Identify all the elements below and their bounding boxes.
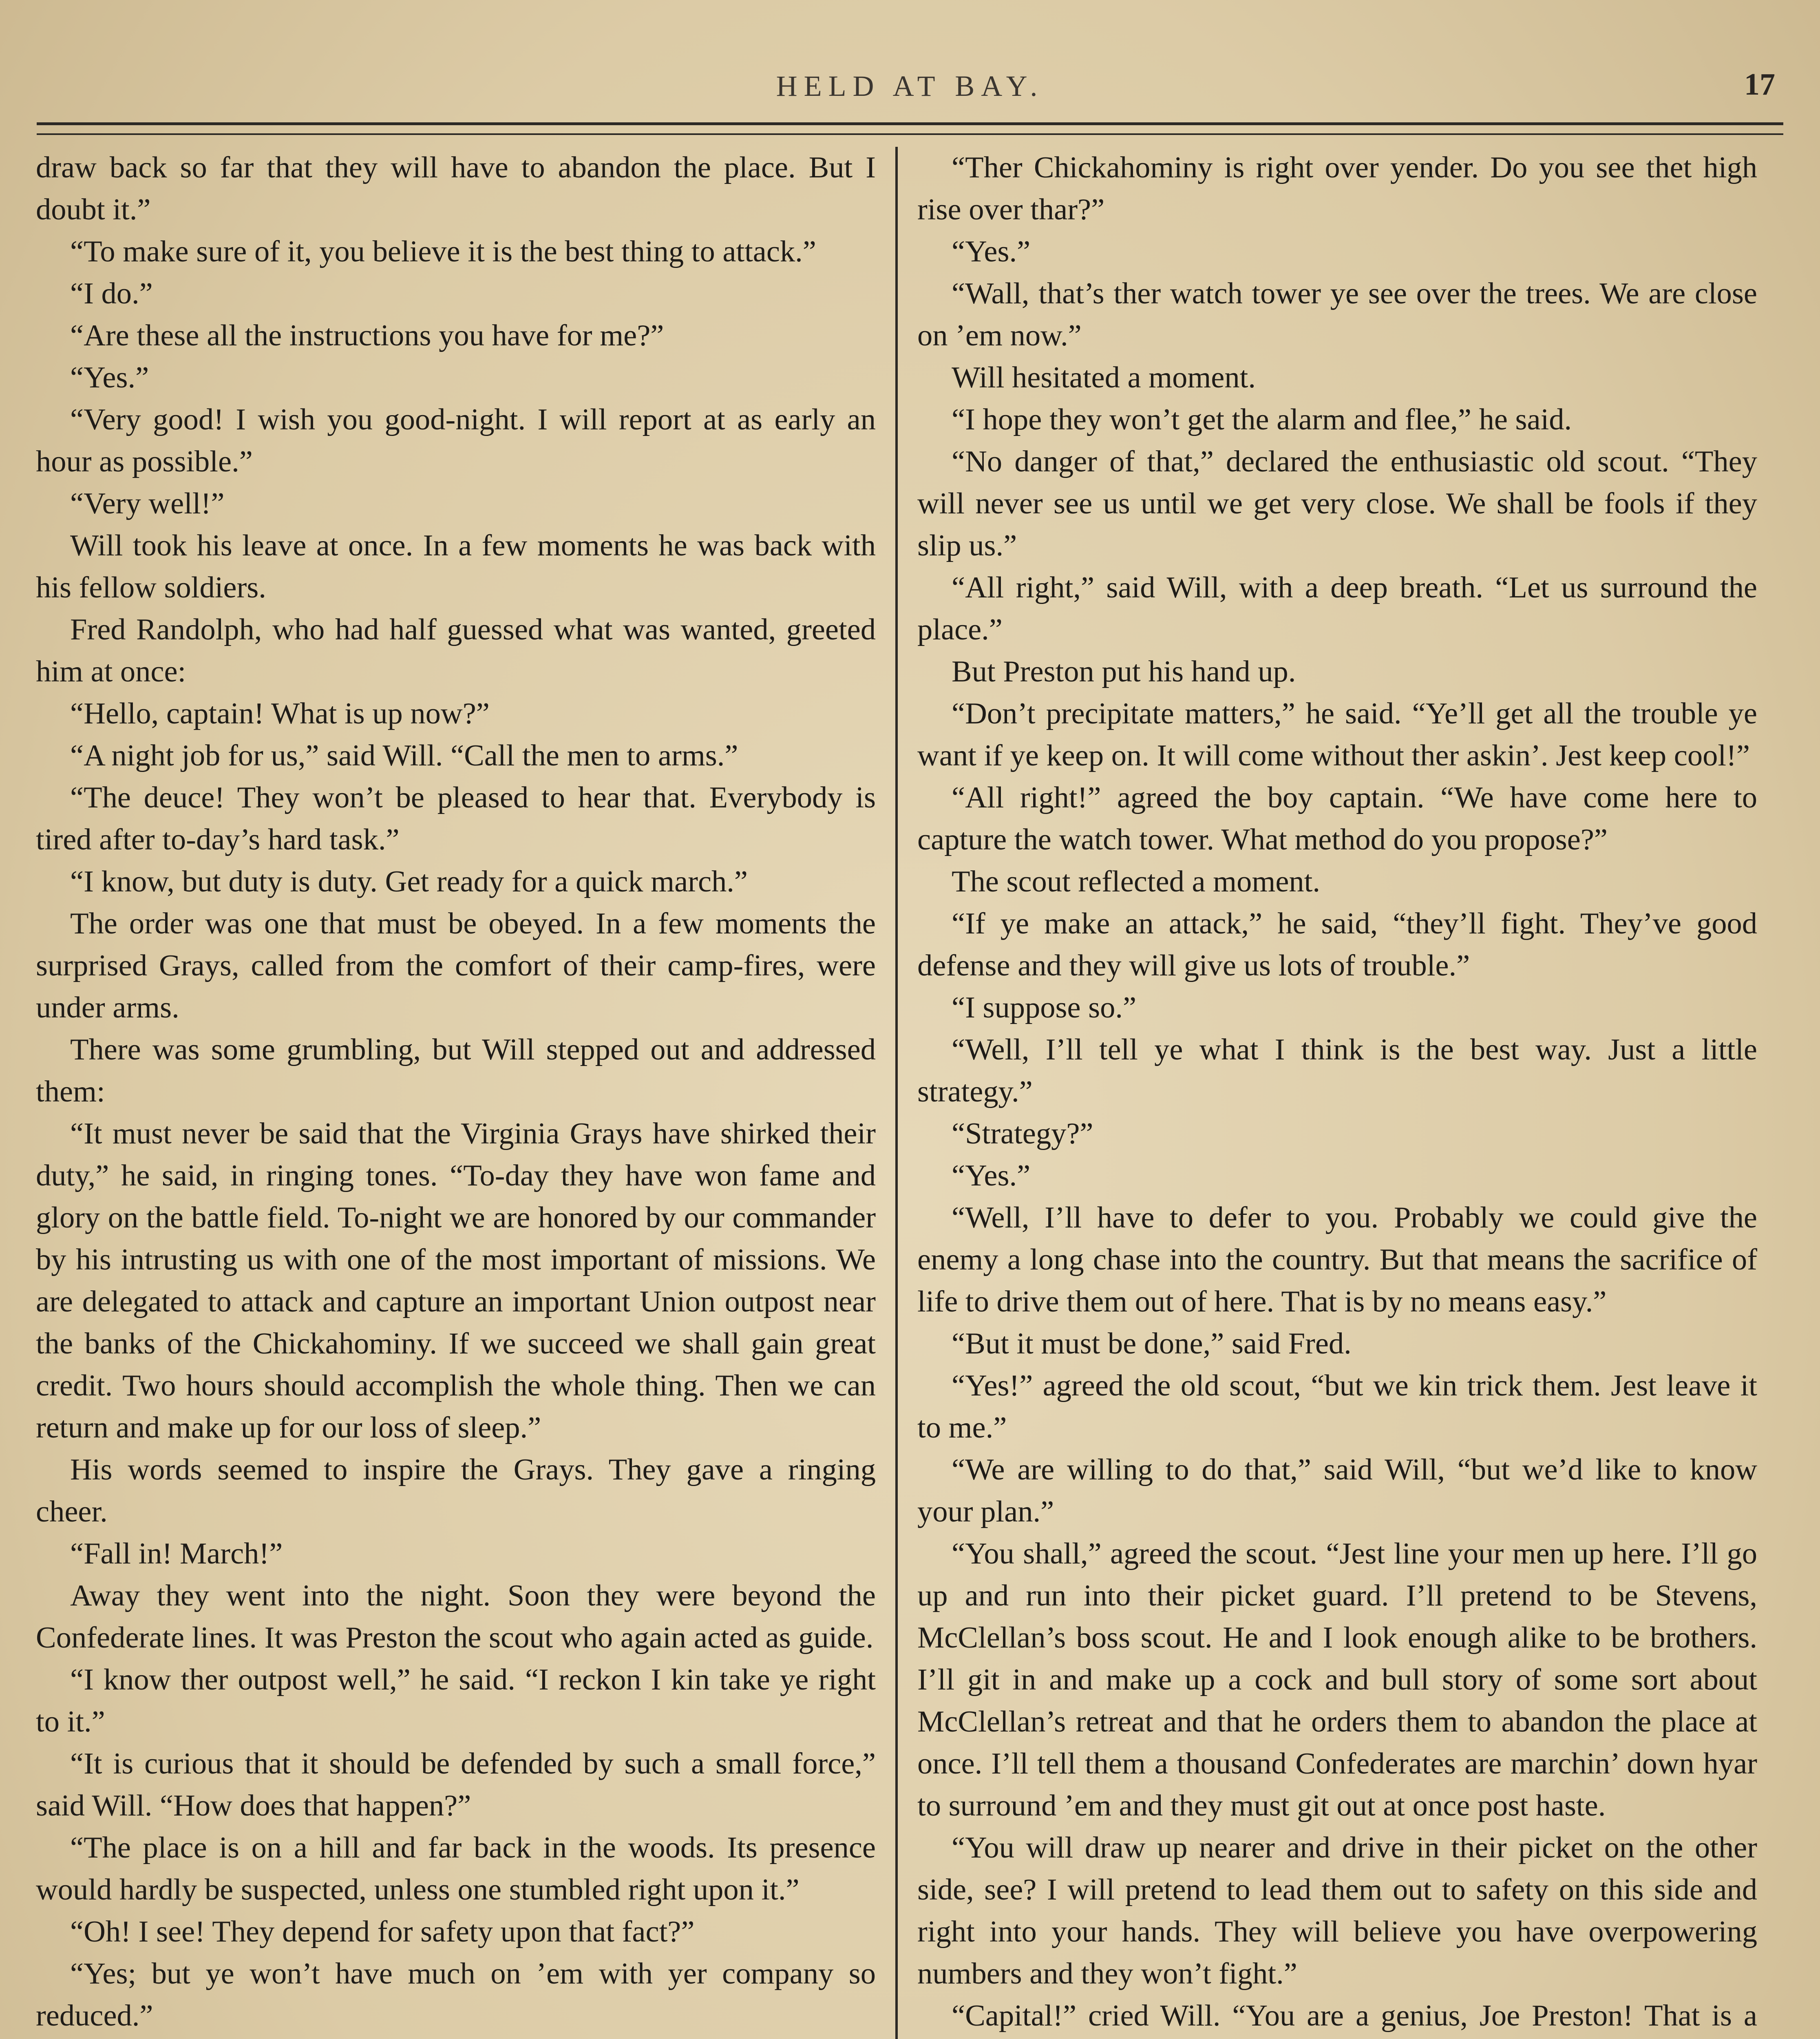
paragraph: “The deuce! They won’t be pleased to hear that. Everybody is tired after to-day’s hard task.” (36, 781, 876, 856)
paragraph: “Wall, that’s ther watch tower ye see over the trees. We are close on ’em now.” (917, 277, 1757, 352)
paragraph: “The place is on a hill and far back in the woods. Its presence would hardly be suspected, unless one stumbled right upon it.” (36, 1831, 876, 1906)
paragraph: “Fall in! March!” (70, 1537, 283, 1570)
paragraph: “Yes.” (952, 235, 1031, 268)
paragraph: “Very well!” (70, 487, 225, 520)
right-column (901, 147, 1757, 2039)
paragraph: “Hello, captain! What is up now?” (70, 697, 490, 730)
column-divider (895, 147, 898, 2039)
page-header (37, 61, 1783, 122)
paragraph: There was some grumbling, but Will stepped out and addressed them: (36, 1033, 876, 1108)
paragraph (36, 2037, 876, 2039)
paragraph: “No danger of that,” declared the enthusiastic old scout. “They will never see us until we get very close. We shall be fools if they slip us.” (917, 445, 1757, 562)
paragraph: “I suppose so.” (952, 991, 1137, 1024)
paragraph: “All right,” said Will, with a deep breath. “Let us surround the place.” (917, 571, 1757, 646)
paragraph: “Well, I’ll tell ye what I think is the best way. Just a little strategy.” (917, 1033, 1757, 1108)
paragraph: “But it must be done,” said Fred. (952, 1327, 1352, 1360)
paragraph: The scout reflected a moment. (952, 865, 1320, 898)
paragraph: “Very good! I wish you good-night. I will report at as early an hour as possible.” (36, 403, 876, 478)
paragraph: “Strategy?” (952, 1117, 1093, 1150)
paragraph: “We are willing to do that,” said Will, “but we’d like to know your plan.” (917, 1453, 1757, 1528)
paragraph: Will took his leave at once. In a few moments he was back with his fellow soldiers. (36, 529, 876, 604)
paragraph: “You shall,” agreed the scout. “Jest line your men up here. I’ll go up and run into their picket guard. I’ll pretend to be Stevens, McClellan’s boss scout. He and I look enough alike to be brothers. I’ll git in and make up a cock and bull story of some sort about McClellan’s retreat and that he orders them to abandon the place at once. I’ll tell them a thousand Confederates are marchin’ down hyar to surround ’em and they must git out at once post haste. (917, 1537, 1757, 1822)
paragraph: “Yes.” (952, 1159, 1031, 1192)
header-rule (37, 122, 1783, 135)
running-title: HELD AT BAY. (776, 70, 1044, 102)
paragraph: “I hope they won’t get the alarm and flee,” he said. (952, 403, 1572, 436)
paragraph: “All right!” agreed the boy captain. “We have come here to capture the watch tower. What method do you propose?” (917, 781, 1757, 856)
paragraph: “To make sure of it, you believe it is the best thing to attack.” (70, 235, 816, 268)
paragraph: “Ther Chickahominy is right over yender. Do you see thet high rise over thar?” (917, 151, 1757, 226)
paragraph: “Well, I’ll have to defer to you. Probably we could give the enemy a long chase into the country. But that means the sacrifice of life to drive them out of here. That is by no means easy.” (917, 1201, 1757, 1318)
paragraph: “You will draw up nearer and drive in their picket on the other side, see? I will pretend to lead them out to safety on this side and right into your hands. They will believe you have overpowering numbers and they won’t fight.” (917, 1831, 1757, 1990)
paragraph: Fred Randolph, who had half guessed what was wanted, greeted him at once: (36, 613, 876, 688)
page-number: 17 (1744, 67, 1775, 102)
paragraph: draw back so far that they will have to abandon the place. But I doubt it.” (36, 151, 876, 226)
paragraph: “Yes; but ye won’t have much on ’em with yer company so reduced.” (36, 1957, 876, 2032)
paragraph: “Don’t precipitate matters,” he said. “Ye’ll get all the trouble ye want if ye keep on. It will come without ther askin’. Jest keep cool!” (917, 697, 1757, 772)
paragraph: Will hesitated a moment. (952, 361, 1256, 394)
paragraph: “A night job for us,” said Will. “Call the men to arms.” (70, 739, 738, 772)
paragraph: “I do.” (70, 277, 153, 310)
paragraph: Away they went into the night. Soon they were beyond the Confederate lines. It was Preston the scout who again acted as guide. (36, 1579, 876, 1654)
paragraph: “I know, but duty is duty. Get ready for a quick march.” (70, 865, 748, 898)
paragraph: “Yes!” agreed the old scout, “but we kin trick them. Jest leave it to me.” (917, 1369, 1757, 1444)
paragraph: “If ye make an attack,” he said, “they’ll fight. They’ve good defense and they will give us lots of trouble.” (917, 907, 1757, 982)
paragraph: “I know ther outpost well,” he said. “I reckon I kin take ye right to it.” (36, 1663, 876, 1738)
paragraph: “Capital!” cried Will. “You are a genius, Joe Preston! That is a (952, 1999, 1757, 2032)
text-columns (36, 147, 1771, 2039)
paragraph: “Oh! I see! They depend for safety upon that fact?” (70, 1915, 695, 1948)
paragraph: His words seemed to inspire the Grays. They gave a ringing cheer. (36, 1453, 876, 1528)
paragraph: But Preston put his hand up. (952, 655, 1296, 688)
paragraph: “Are these all the instructions you have for me?” (70, 319, 664, 352)
paragraph: “Yes.” (70, 361, 149, 394)
left-column (36, 147, 892, 2039)
paragraph: “It is curious that it should be defended by such a small force,” said Will. “How does that happen?” (36, 1747, 876, 1822)
paragraph: The order was one that must be obeyed. In a few moments the surprised Grays, called from the comfort of their camp-fires, were under arms. (36, 907, 876, 1024)
paragraph: “It must never be said that the Virginia Grays have shirked their duty,” he said, in ringing tones. “To-day they have won fame and glory on the battle field. To-night we are honored by our commander by his intrusting us with one of the most important of missions. We are delegated to attack and capture an important Union outpost near the banks of the Chickahominy. If we succeed we shall gain great credit. Two hours should accomplish the whole thing. Then we can return and make up for our loss of sleep.” (36, 1117, 876, 1444)
